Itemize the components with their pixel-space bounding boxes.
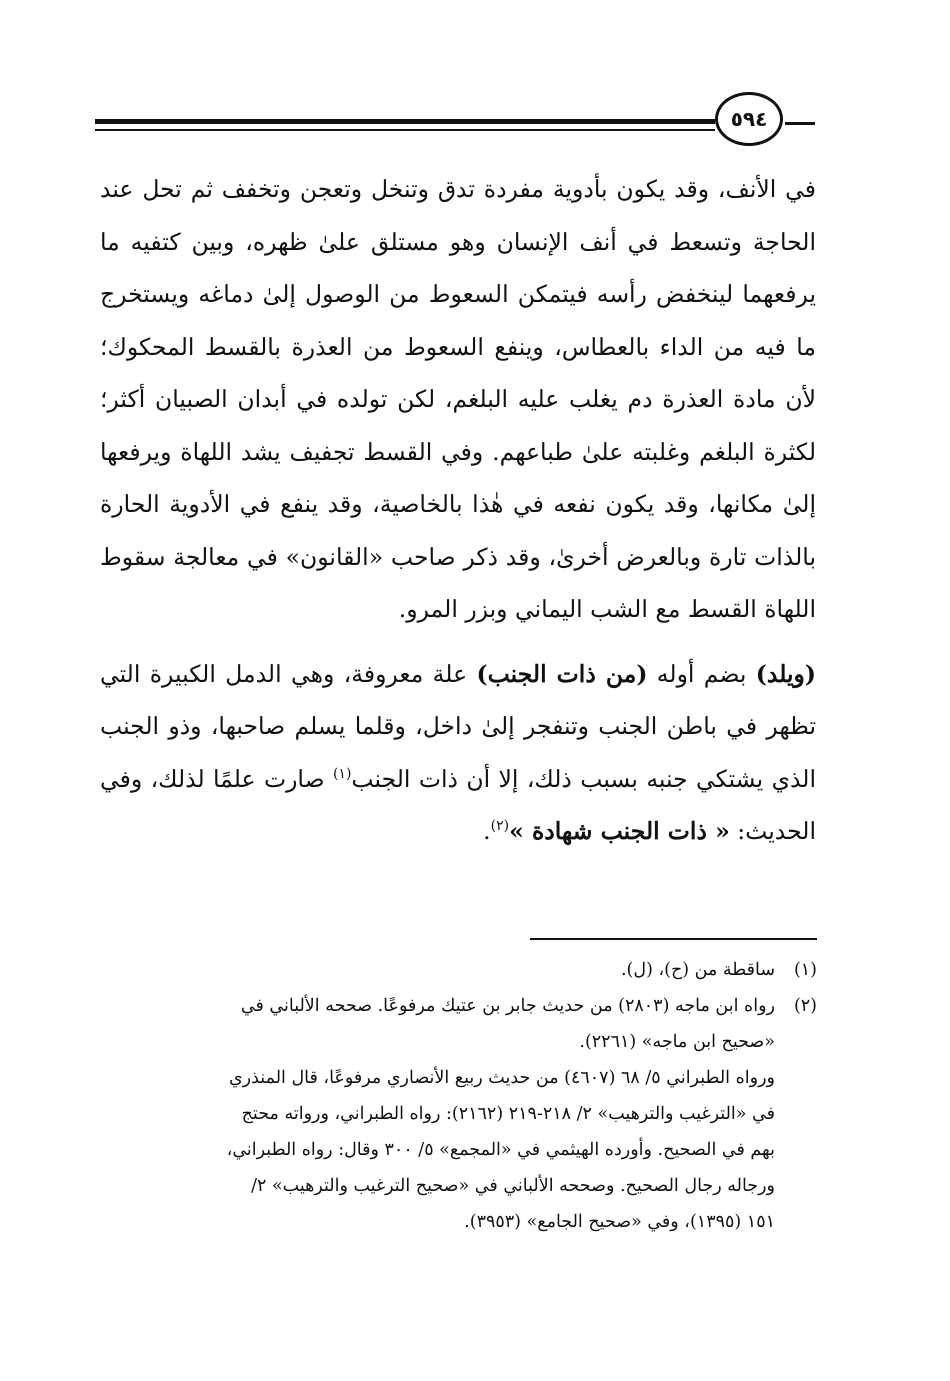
header-rule-right	[785, 122, 815, 125]
footnote-line: ورجاله رجال الصحيح. وصححه الألباني في «صحيح الترغيب والترهيب» ٢/	[251, 1176, 775, 1196]
paragraph-1	[100, 163, 816, 636]
text-run: .	[483, 817, 491, 845]
page-header	[95, 92, 815, 152]
header-rule-thin	[95, 129, 715, 131]
footnote-line: ورواه الطبراني ٥/ ٦٨ (٤٦٠٧) من حديث ربيع الأنصاري مرفوعًا، قال المنذري	[228, 1068, 775, 1088]
text-line: ويستخرج ما فيه من الداء بالعطاس، وينفع السعوط من العذرة بالقسط	[100, 280, 816, 361]
footnote-line: بهم في الصحيح. وأورده الهيثمي في «المجمع» ٥/ ٣٠٠ وقال: رواه الطبراني،	[226, 1140, 775, 1160]
footnote-line: «صحيح ابن ماجه» (٢٢٦١).	[579, 1032, 775, 1052]
footnote-body	[102, 952, 775, 988]
text-line: وقد ذكر صاحب «القانون» في معالجة سقوط اللهاة القسط مع الشب	[100, 542, 816, 623]
footnote-separator	[530, 938, 817, 940]
footnote-line: رواه ابن ماجه (٢٨٠٣) من حديث جابر بن عتيك مرفوعًا. صححه الألباني في	[240, 996, 775, 1016]
text-line: أبدان الصبيان أكثر؛ لكثرة البلغم وغلبته علىٰ طباعهم. وفي القسط	[100, 385, 816, 466]
footnote-line: ساقطة من (ح)، (ل).	[620, 960, 775, 980]
text-line: ما يرفعهما لينخفض رأسه فيتمكن السعوط من الوصول إلىٰ دماغه	[100, 227, 816, 308]
footnote-number: (١)	[793, 960, 817, 980]
footnote-1	[102, 952, 817, 988]
text-line: في الأنف، وقد يكون بأدوية مفردة تدق وتنخل وتعجن وتخفف ثم تحل	[142, 175, 816, 203]
footnote-number: (٢)	[793, 996, 817, 1016]
bold-term-dhat-al-janb: (من ذات الجنب)	[476, 659, 648, 688]
hadith-quote: « ذات الجنب شهادة »	[509, 817, 730, 845]
text-line: اليماني وبزر المرو.	[398, 595, 583, 623]
footnote-2	[102, 988, 817, 1240]
text-run: علة معروفة، وهي الدمل الكبيرة التي تظهر في باطن الجنب وتنفجر إلىٰ داخل، وقلما يسلم صاحبها، وذو الجنب الذي يشتكي جنبه بسبب ذلك، إلا أن ذات الجنب	[100, 659, 816, 793]
footnote-body	[102, 988, 775, 1240]
text-line: بالخاصية، وقد ينفع في الأدوية الحارة بالذات تارة وبالعرض أخرىٰ،	[100, 490, 816, 571]
page-number: ٥٩٤	[715, 92, 783, 146]
text-line: عند الحاجة وتسعط في أنف الإنسان وهو مستلق علىٰ ظهره، وبين كتفيه	[100, 175, 816, 256]
paragraph-2	[100, 648, 816, 858]
body-text	[100, 163, 816, 858]
text-run: بضم أوله	[647, 659, 756, 688]
text-run: صارت علمًا لذلك، وفي الحديث:	[100, 764, 816, 845]
footnote-line: في «الترغيب والترهيب» ٢/ ٢١٨-٢١٩ (٢١٦٢): رواه الطبراني، ورواته محتج	[241, 1104, 775, 1124]
footnote-marker-2[interactable]: (٢)	[490, 818, 510, 835]
footnote-line: ١٥١ (١٣٩٥)، وفي «صحيح الجامع» (٣٩٥٣).	[464, 1212, 775, 1232]
footnotes	[102, 952, 817, 1240]
text-line: تجفيف يشد اللهاة ويرفعها إلىٰ مكانها، وقد يكون نفعه في هٰذا	[100, 437, 816, 518]
header-rule-thick	[95, 119, 715, 124]
footnote-marker-1[interactable]: (١)	[332, 765, 352, 782]
text-line: المحكوك؛ لأن مادة العذرة دم يغلب عليه البلغم، لكن تولده في	[100, 332, 816, 413]
bold-term-wayl: (ويلد)	[755, 659, 816, 688]
